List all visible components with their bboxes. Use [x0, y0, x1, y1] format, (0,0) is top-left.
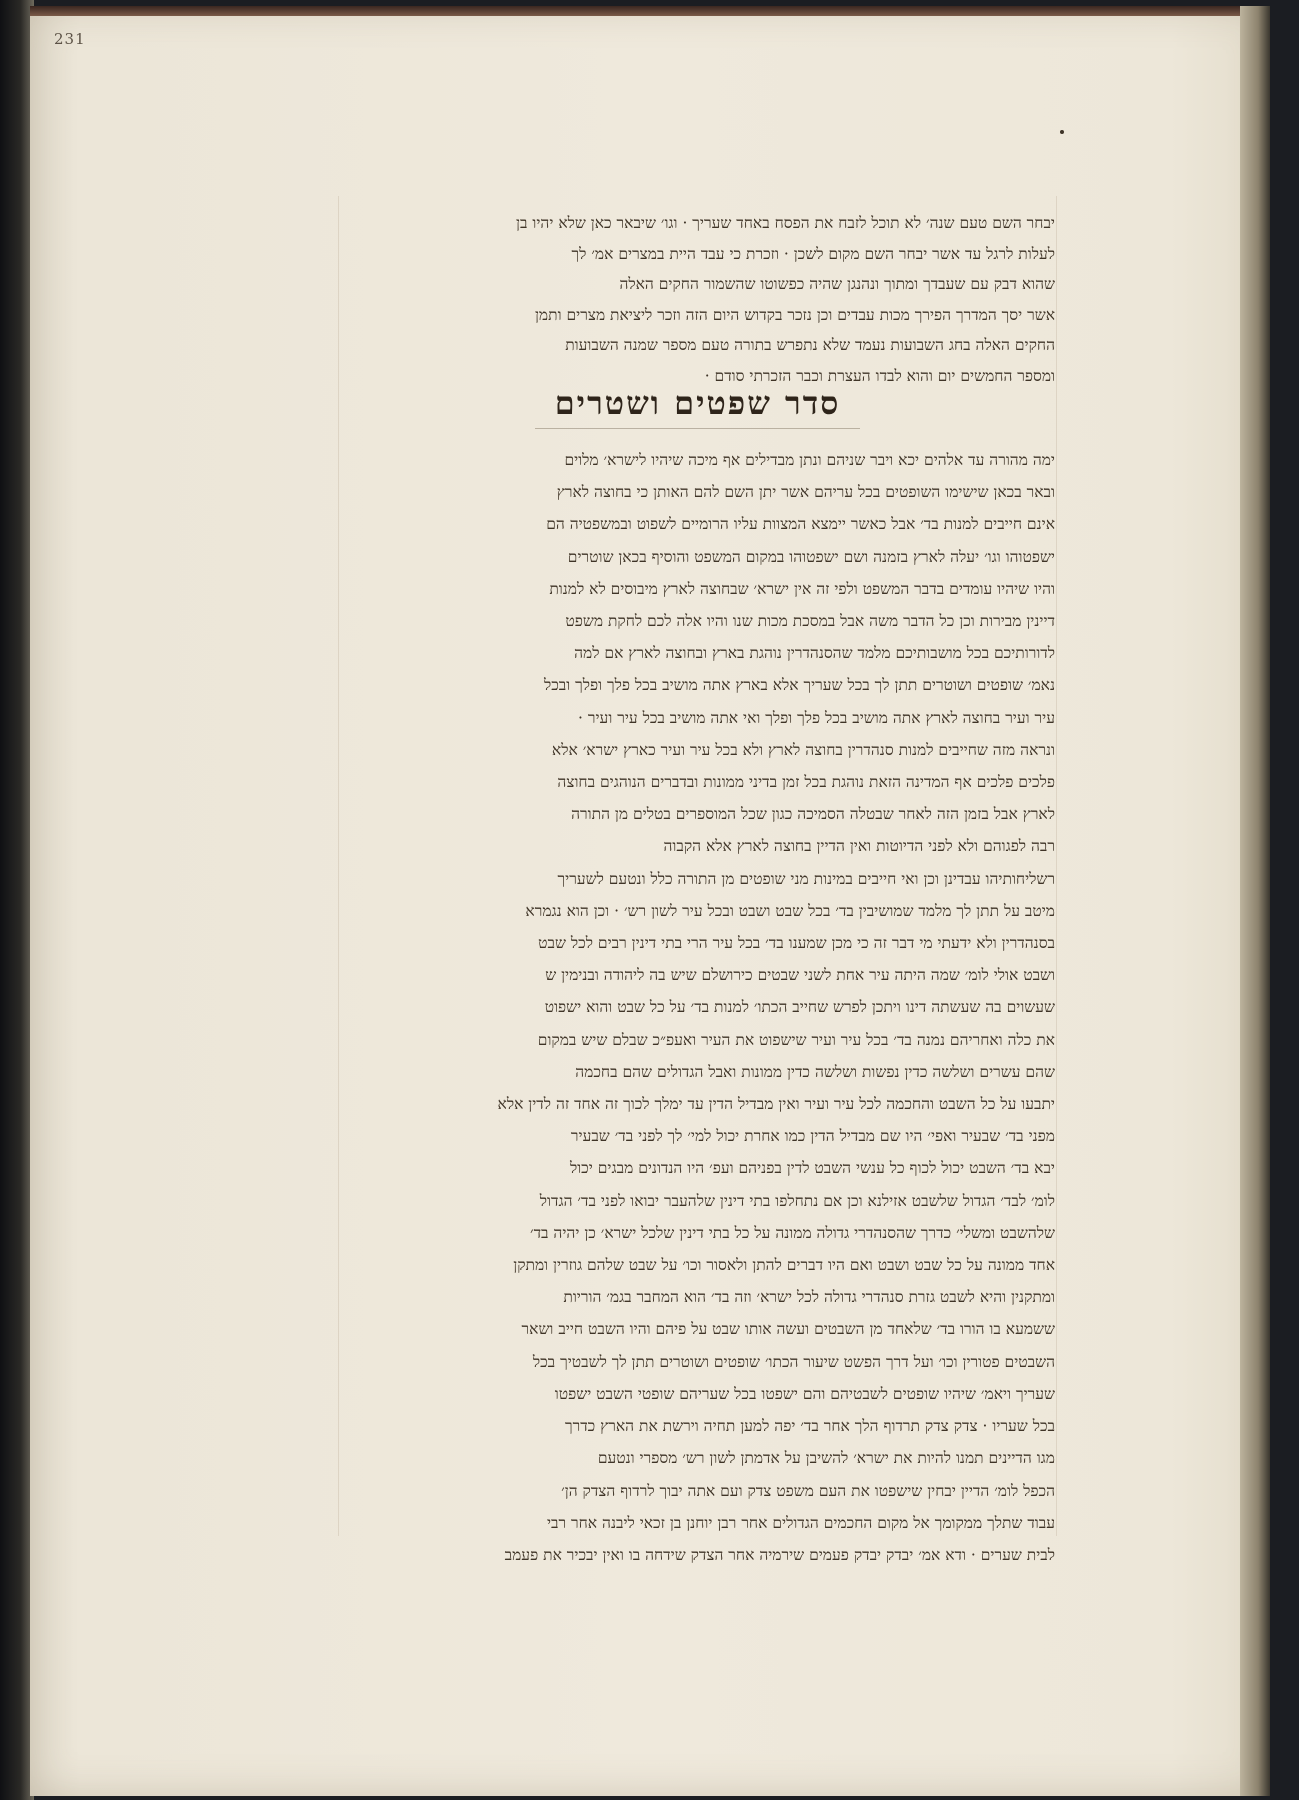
text-line: אשר יסך המדרך הפירך מכות עבדים וכן נזכר בקדוש היום הזה וזכר ליציאת מצרים ותמן	[534, 305, 1055, 324]
text-line: ובאר בכאן שישימו השופטים בכל עריהם אשר יתן השם להם האותן כי בחוצה לארץ	[556, 483, 1055, 502]
text-line: לדורותיכם בכל מושבותיכם מלמד שהסנהדרין נוהגת בארץ ובחוצה לארץ אם למה	[574, 644, 1055, 663]
text-line: הכפל לומ׳ הדיין יבחין שישפטו את העם משפט צדק ועם אתה יבוך לרדוף הצדק הן׳	[561, 1481, 1055, 1500]
text-line: פלכים פלכים אף המדינה הזאת נוהגת בכל זמן בדיני ממונות ובדברים הנוהגים בחוצה	[557, 773, 1055, 792]
text-line: את כלה ואחריהם נמנה בד׳ בכל עיר ועיר שישפוט את העיר ואעפ״כ שבלם שיש במקום	[537, 1030, 1055, 1049]
text-line: יבחר השם טעם שנה׳ לא תוכל לזבח את הפסח באחד שעריך · וגו׳ שיבאר כאן שלא יהיו בן	[516, 214, 1055, 232]
text-line: אינם חייבים למנות בד׳ אבל כאשר יימצא המצוות עליו הרומיים לשפוט ובמשפטיה הם	[546, 515, 1055, 534]
text-line: לארץ אבל בזמן הזה לאחר שבטלה הסמיכה כגון שכל המוספרים בטלים מן התורה	[571, 805, 1055, 824]
text-line: ימה מהורה עד אלהים יכא ויבר שניהם ונתן מבדילים אף מיכה שיהיו לישרא׳ מלוים	[564, 451, 1055, 469]
text-line: מפני בד׳ שבעיר ואפי׳ היו שם מבדיל הדין כמו אחרת יכול למי׳ לך לפני בד׳ שבעיר	[570, 1127, 1055, 1146]
text-line: ששמעא בו הורו בד׳ שלאחד מן השבטים ועשה אותו שבט על פיהם והיו השבט חייב ושאר	[521, 1320, 1055, 1339]
ink-dot	[1060, 130, 1064, 134]
text-line: עיר ועיר בחוצה לארץ אתה מושיב בכל פלך ופלך ואי אתה מושיב בכל עיר ועיר ·	[578, 708, 1055, 727]
text-line: מגו הדיינים תמנו להיות את ישרא׳ להשיבן על אדמתן לשון רש׳ מספרי ונטעם	[597, 1449, 1055, 1468]
section-heading: סדר שפטים ושטרים	[535, 378, 861, 429]
text-line: השבטים פטורין וכו׳ ועל דרך הפשט שיעור הכתו׳ שופטים ושוטרים תתן לך לשבטיך בכל	[532, 1352, 1055, 1371]
page-right-edge	[1240, 6, 1270, 1796]
text-line: ומספר החמשים יום והוא לבדו העצרת וכבר הזכרתי סודם ·	[704, 366, 1055, 385]
text-line: לומ׳ לבד׳ הגדול שלשבט אזילנא וכן אם נתחלפו בתי דינין שלהעבר יבואו לפני בד׳ הגדול	[539, 1191, 1055, 1210]
ruling-line-right	[1056, 196, 1057, 1536]
text-line: עבוד שתלך ממקומך אל מקום החכמים הגדולים אחר רבן יוחנן בן זכאי ליבנה אחר רבי	[546, 1513, 1055, 1532]
binding-gutter	[0, 0, 34, 1800]
text-line: רבה לפגוהם ולא לפני הדיוטות ואין הדיין בחוצה לארץ אלא הקבוה	[663, 837, 1055, 856]
folio-number: 231	[54, 30, 86, 48]
text-line: והיו שיהיו עומדים בדבר המשפט ולפי זה אין ישרא׳ שבחוצה לארץ מיבוסים לא למנות	[549, 579, 1055, 598]
text-line: בסנהדרין ולא ידעתי מי דבר זה כי מכן שמענו בד׳ בכל עיר הרי בתי דינין רבים לכל שבט	[538, 934, 1055, 953]
text-line: רשליחותיהו עבדינן וכן ואי חייבים במינות מני שופטים מן התורה כלל ונטעם לשעריך	[557, 869, 1055, 888]
text-line: ישפטוהו וגו׳ יעלה לארץ בזמנה ושם ישפטוהו במקום המשפט והוסיף בכאן שוטרים	[567, 547, 1055, 566]
text-line: דיינין מבירות וכן כל הדבר משה אבל במסכת מכות שנו והיו אלה לכם לחקת משפט	[565, 612, 1055, 631]
manuscript-page	[30, 6, 1270, 1796]
text-line: שלהשבט ומשלי׳ כדרך שהסנהדרי גדולה ממונה על כל בתי דינין שלכל ישרא׳ כן יהיה בד׳	[530, 1223, 1055, 1242]
text-line: ומתקנין והיא לשבט גזרת סנהדרי גדולה לכל ישרא׳ וזה בד׳ הוא המחבר בגמ׳ הוריות	[563, 1288, 1055, 1307]
text-line: שעשוים בה שעשתה דינו ויתכן לפרש שחייב הכתו׳ למנות בד׳ על כל שבט והוא ישפוט	[544, 998, 1055, 1017]
text-line: לעלות לרגל עד אשר יבחר השם מקום לשכן · וזכרת כי עבד היית במצרים אמ׳ לך	[571, 244, 1055, 263]
text-line: ושבט אולי לומ׳ שמה היתה עיר אחת לשני שבטים כירושלם שיש בה ליהודה ובנימין ש	[545, 966, 1055, 985]
intro-paragraph	[340, 208, 1055, 391]
text-line: שהוא דבק עם שעבדך ומתוך ונהנגן שהיה כפשוטו שהשמור החקים האלה	[619, 275, 1055, 293]
text-line: שהם עשרים ושלשה כדין נפשות ושלשה כדין ממונות ואבל הגדולים שהם בחכמה	[575, 1062, 1055, 1081]
text-line: החקים האלה בחג השבועות נעמד שלא נתפרש בתורה טעם מספר שמנה השבועות	[565, 336, 1055, 354]
text-line: לבית שערים · ודא אמ׳ יבדק יבדק פעמים שירמיה אחר הצדק שידחה בו ואין יבכיר את פעמב	[504, 1545, 1055, 1564]
text-line: נאמ׳ שופטים ושוטרים תתן לך בכל שעריך אלא בארץ אתה מושיב בכל פלך ופלך ובכל	[543, 676, 1055, 695]
text-line: בכל שעריו · צדק צדק תרדוף הלך אחר בד׳ יפה למען תחיה וירשת את הארץ כדרך	[564, 1417, 1055, 1436]
text-line: שעריך ויאמ׳ שיהיו שופטים לשבטיהם והם ישפטו בכל שעריהם שופטי השבט ישפטו	[554, 1384, 1055, 1403]
main-text-block	[340, 444, 1055, 1571]
ruling-line-left	[338, 196, 339, 1536]
text-line: יבא בד׳ השבט יכול לכוף כל ענשי השבט לדין בפניהם ועפ׳ היו הנדונים מבגים יכול	[569, 1159, 1055, 1178]
text-line: יתבעו על כל השבט והחכמה לכל עיר ועיר ואין מבדיל הדין עד ימלך לכוך זה אחד זה לדין אלא	[497, 1095, 1055, 1114]
section-heading-area	[340, 378, 1055, 436]
page-top-edge	[30, 6, 1270, 16]
text-line: אחד ממונה על כל שבט ושבט ואם היו דברים להתן ולאסור וכו׳ על שבט שלהם גוזרין ומתקן	[513, 1256, 1055, 1275]
text-line: ונראה מזה שחייבים למנות סנהדרין בחוצה לארץ ולא בכל עיר ועיר כארץ ישרא׳ אלא	[551, 740, 1055, 759]
text-line: מיטב על תתן לך מלמד שמושיבין בד׳ בכל שבט ושבט ובכל עיר לשון רש׳ · וכן הוא נגמרא	[525, 901, 1055, 920]
